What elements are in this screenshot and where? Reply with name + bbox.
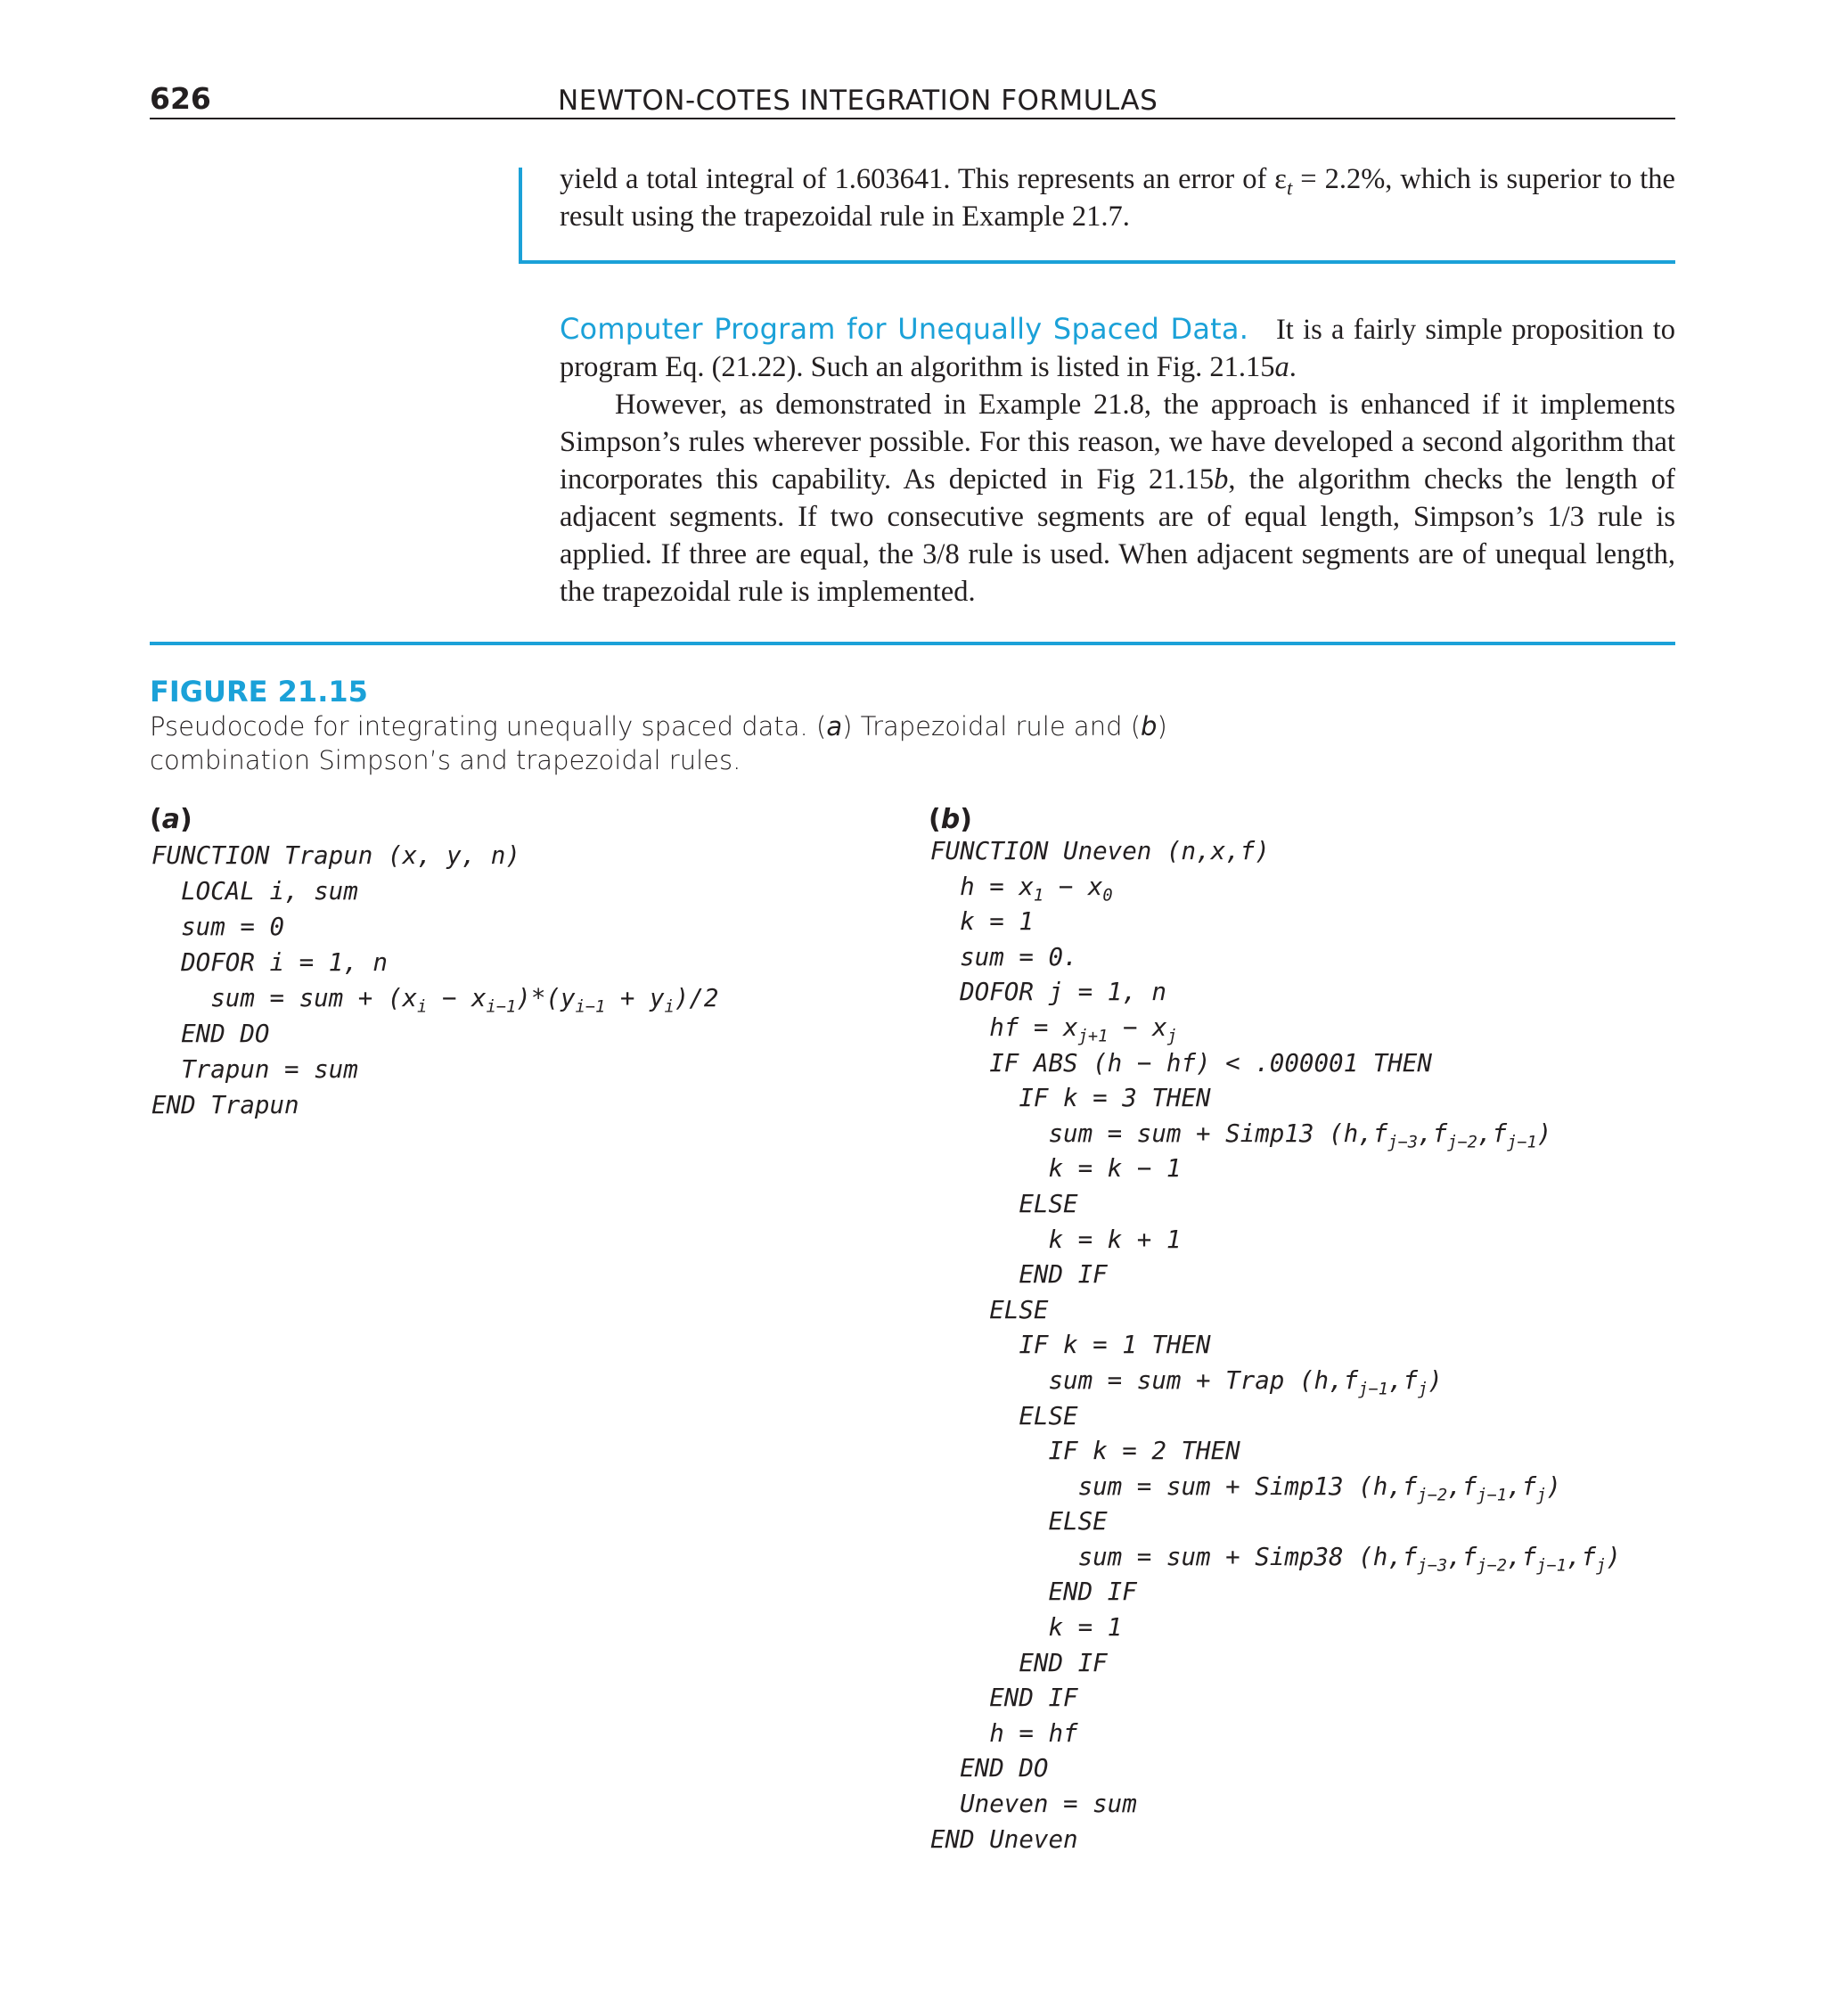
code-line (151, 1087, 882, 1123)
code-text: END IF (930, 1578, 1137, 1607)
code-subscript: j (1418, 1380, 1428, 1399)
code-text: ,f (1566, 1542, 1597, 1571)
code-text: FUNCTION Trapun (x, y, n) (151, 841, 520, 870)
code-text: ) (1606, 1542, 1621, 1571)
header-rule (150, 118, 1675, 119)
epsilon-subscript: t (1286, 176, 1293, 200)
code-line (930, 1717, 1675, 1752)
code-line (930, 1787, 1675, 1823)
code-line (930, 1081, 1675, 1117)
code-line (930, 1823, 1675, 1858)
code-line (930, 1610, 1675, 1646)
code-text: sum = sum + Simp13 (h,f (930, 1119, 1388, 1148)
code-text: END DO (930, 1754, 1049, 1783)
code-text: FUNCTION Uneven (n,x,f) (930, 837, 1270, 865)
code-subscript: j (1536, 1486, 1547, 1505)
code-line (930, 1187, 1675, 1223)
code-text: ,f (1447, 1471, 1477, 1501)
code-line (930, 1151, 1675, 1187)
epsilon-symbol: ε (1274, 163, 1287, 195)
code-line (151, 945, 882, 980)
figure-caption: Pseudocode for integrating unequally spaced data. (a) Trapezoidal rule and (b) combination Simpson’s and trapezoidal rules. (150, 711, 1167, 775)
code-text: END Trapun (151, 1091, 299, 1119)
code-text: ) (1536, 1119, 1552, 1148)
code-text: k = k + 1 (930, 1225, 1182, 1254)
code-subscript: 0 (1102, 886, 1113, 906)
code-line (930, 1540, 1675, 1576)
code-subscript: j+1 (1077, 1027, 1109, 1046)
code-text: sum = 0. (930, 942, 1078, 971)
code-line (930, 834, 1675, 870)
code-subscript: j−2 (1477, 1556, 1508, 1576)
code-subscript: j−3 (1387, 1133, 1419, 1152)
code-text: hf = x (930, 1012, 1078, 1042)
code-text: END DO (151, 1020, 270, 1048)
pseudocode-trapun (151, 838, 882, 1123)
code-text: sum = sum + (x (151, 984, 418, 1012)
paragraph-1: Computer Program for Unequally Spaced Data. It is a fairly simple proposition to program Eq. (21.22). Such an algorithm is listed in Fig. 21.15a. (560, 312, 1675, 383)
code-text: sum = sum + Simp13 (h,f (930, 1471, 1418, 1501)
code-subscript: j−1 (1507, 1133, 1537, 1152)
code-line (930, 1399, 1675, 1435)
code-subscript: j (1166, 1027, 1177, 1046)
code-subscript: i−1 (575, 997, 606, 1017)
figure-rule (150, 642, 1675, 645)
code-line (930, 1504, 1675, 1540)
code-subscript: j−1 (1358, 1380, 1388, 1399)
code-text: END IF (930, 1684, 1078, 1713)
code-text: IF k = 1 THEN (930, 1331, 1211, 1360)
page-number: 626 (150, 81, 211, 116)
example-border-bottom (519, 260, 1675, 264)
code-text: IF ABS (h − hf) < .000001 THEN (930, 1048, 1432, 1078)
code-text: k = k − 1 (930, 1154, 1182, 1184)
code-line (151, 873, 882, 909)
code-text: sum = sum + Simp38 (h,f (930, 1542, 1418, 1571)
code-line (151, 909, 882, 945)
code-subscript: j−2 (1417, 1486, 1448, 1505)
code-text: − x (1108, 1012, 1167, 1042)
code-text: DOFOR i = 1, n (151, 948, 388, 977)
code-subscript: j−3 (1417, 1556, 1448, 1576)
code-line (930, 1470, 1675, 1505)
code-line (930, 905, 1675, 940)
code-text: ,f (1507, 1542, 1537, 1571)
code-line (930, 975, 1675, 1011)
code-text: ,f (1418, 1119, 1448, 1148)
code-text: ,f (1477, 1119, 1508, 1148)
code-line (151, 1052, 882, 1087)
code-subscript: 1 (1033, 886, 1044, 906)
code-text: IF k = 3 THEN (930, 1084, 1211, 1113)
code-text: h = hf (930, 1718, 1078, 1748)
figure-label: FIGURE 21.15 (150, 675, 368, 709)
code-text: ,f (1387, 1365, 1419, 1395)
code-subscript: i−1 (486, 997, 517, 1017)
code-text: LOCAL i, sum (151, 877, 358, 906)
section-text (560, 310, 1675, 611)
part-label-b: (b) (929, 804, 972, 835)
code-text: Trapun = sum (151, 1055, 358, 1084)
code-text: ELSE (930, 1189, 1078, 1218)
code-text: + y (605, 984, 665, 1012)
code-line (930, 1328, 1675, 1364)
code-text: k = 1 (930, 907, 1034, 937)
code-text: )*(y (516, 984, 576, 1012)
code-subscript: i (664, 997, 675, 1017)
code-text: ) (1428, 1365, 1443, 1395)
code-line (930, 1293, 1675, 1329)
code-line (930, 1434, 1675, 1470)
code-text: sum = 0 (151, 913, 285, 941)
running-head: NEWTON-COTES INTEGRATION FORMULAS (558, 85, 1158, 117)
code-text: END IF (930, 1648, 1108, 1677)
paragraph-2: However, as demonstrated in Example 21.8, the approach is enhanced if it implements Simpson’s rules wherever possible. For this reason, we have developed a second algorithm that incorporates this capability. As depicted in Fig 21.15b, the algorithm checks the length of adjacent segments. If two consecutive segments are of equal length, Simpson’s 1/3 rule is applied. If three are equal, the 3/8 rule is used. When adjacent segments are of unequal length, the trapezoidal rule is implemented. (560, 389, 1675, 608)
code-text: IF k = 2 THEN (930, 1437, 1240, 1466)
code-line (930, 1258, 1675, 1293)
code-line (930, 1751, 1675, 1787)
code-line (930, 870, 1675, 906)
code-line (151, 980, 882, 1016)
example-conclusion-text: yield a total integral of 1.603641. This represents an error of $\varepsilon_t = 2.2\%$, which is superior to the result using the trapezoidal rule in Example 21.7. (560, 163, 1675, 233)
code-text: h = x (930, 872, 1034, 901)
code-text: − x (427, 984, 487, 1012)
code-subscript: i (417, 997, 428, 1017)
example-border-left (519, 168, 522, 264)
code-line (151, 1016, 882, 1052)
code-subscript: j−2 (1447, 1133, 1477, 1152)
code-line (930, 940, 1675, 976)
code-text: − x (1043, 872, 1103, 901)
code-line (930, 1117, 1675, 1152)
code-text: END IF (930, 1260, 1108, 1290)
code-line (930, 1011, 1675, 1046)
code-subscript: j (1596, 1556, 1607, 1576)
code-subscript: j−1 (1477, 1486, 1508, 1505)
code-text: )/2 (674, 984, 719, 1012)
code-line (930, 1364, 1675, 1399)
code-text: ELSE (930, 1401, 1078, 1430)
code-line (151, 838, 882, 873)
code-text: ELSE (930, 1507, 1108, 1537)
pseudocode-uneven (930, 834, 1675, 1857)
code-text: k = 1 (930, 1613, 1123, 1643)
code-text: DOFOR j = 1, n (930, 978, 1166, 1007)
code-line (930, 1223, 1675, 1258)
section-heading: Computer Program for Unequally Spaced Data. (560, 312, 1249, 346)
code-text: ) (1546, 1471, 1561, 1501)
part-label-a: (a) (150, 804, 192, 835)
code-line (930, 1681, 1675, 1717)
code-line (930, 1646, 1675, 1682)
code-line (930, 1575, 1675, 1610)
code-text: sum = sum + Trap (h,f (930, 1365, 1359, 1395)
code-text: ELSE (930, 1295, 1049, 1324)
code-text: Uneven = sum (930, 1790, 1137, 1819)
code-text: ,f (1447, 1542, 1477, 1571)
code-text: END Uneven (930, 1824, 1078, 1854)
code-text: ,f (1507, 1471, 1537, 1501)
code-line (930, 1046, 1675, 1082)
code-subscript: j−1 (1536, 1556, 1567, 1576)
